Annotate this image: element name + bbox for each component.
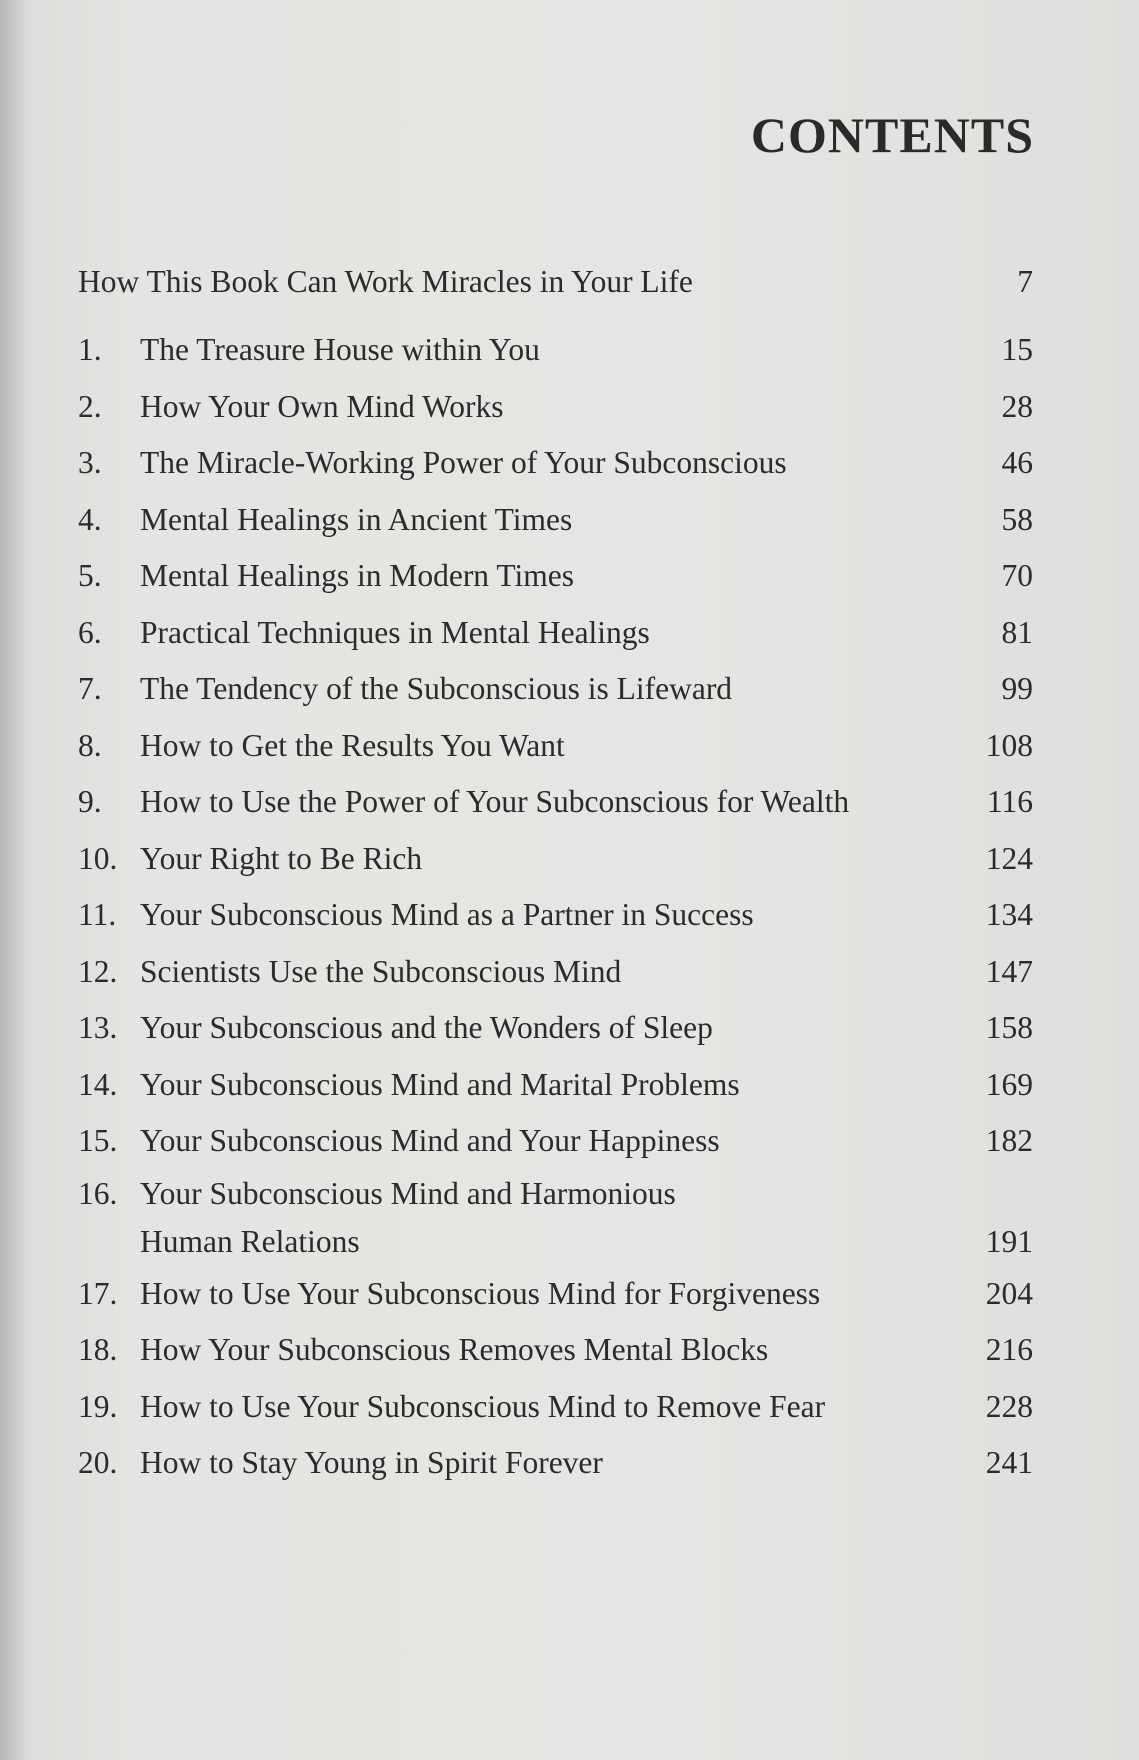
toc-entry-number: 2. [78,388,102,424]
toc-entry-number: 7. [78,671,102,706]
toc-entry[interactable] [78,831,1033,888]
toc-entry[interactable] [78,1113,1033,1170]
toc-entry-number: 10. [78,840,118,876]
toc-entry-number: 17. [78,1275,118,1311]
toc-entry-page: 191 [985,1223,1033,1259]
toc-entry[interactable] [78,1057,1033,1114]
toc-entry-page: 99 [1001,671,1033,706]
toc-entry[interactable] [78,1322,1033,1379]
toc-entry-number: 18. [78,1332,118,1367]
toc-entry-number: 12. [78,953,118,989]
toc-entry[interactable] [78,1000,1033,1057]
toc-entry-number: 14. [78,1066,118,1102]
toc-entry[interactable] [78,887,1033,944]
toc-entry-page: 28 [1001,388,1033,424]
toc-entry-page: 108 [985,727,1033,763]
toc-entry[interactable] [78,774,1033,831]
toc-entry-number: 9. [78,784,102,819]
toc-entry-title: How to Use the Power of Your Subconscious for Wealth [140,784,850,819]
toc-entry-page: 7 [1017,264,1033,299]
toc-entry-page: 81 [1001,614,1033,650]
toc-entry-title-line: Your Subconscious Mind and Harmonious [140,1175,676,1211]
toc-entry-page: 58 [1001,501,1033,537]
toc-entry[interactable] [78,718,1033,775]
toc-entry[interactable] [78,605,1033,662]
toc-entry-page: 169 [985,1066,1033,1102]
toc-entry-title: How to Use Your Subconscious Mind to Remove Fear [140,1388,826,1424]
toc-entry-title-line: Human Relations [140,1223,360,1259]
toc-entry-page: 134 [985,897,1033,932]
toc-entry[interactable] [78,322,1033,379]
toc-entry-title: Mental Healings in Modern Times [140,558,574,593]
toc-entry-page: 182 [985,1123,1033,1158]
toc-entry[interactable] [78,1170,1033,1266]
toc-entry-title: The Miracle-Working Power of Your Subconscious [140,445,787,480]
toc-entry-page: 216 [985,1332,1033,1367]
toc-entry-number: 20. [78,1445,118,1480]
toc-entry[interactable] [78,1379,1033,1436]
toc-entry-page: 15 [1001,332,1033,367]
toc-entry-number: 6. [78,614,102,650]
toc-entry[interactable] [78,379,1033,436]
page-gutter-shadow [0,0,28,1760]
toc-entry-number: 4. [78,501,102,537]
toc-entry-page: 158 [985,1010,1033,1045]
table-of-contents [78,254,1033,1492]
toc-entry-number: 19. [78,1388,118,1424]
toc-entry-page: 46 [1001,445,1033,480]
toc-entry-title: How Your Own Mind Works [140,388,504,424]
toc-entry-title: How to Use Your Subconscious Mind for Forgiveness [140,1275,821,1311]
toc-entry-page: 241 [985,1445,1033,1480]
toc-entry-title: Your Right to Be Rich [140,840,423,876]
toc-entry-title: Your Subconscious Mind as a Partner in Success [140,897,754,932]
toc-entry-number: 16. [78,1175,118,1211]
toc-entry-title: Mental Healings in Ancient Times [140,501,573,537]
toc-entry[interactable] [78,1266,1033,1323]
toc-entry-title: Your Subconscious Mind and Your Happiness [140,1123,720,1158]
toc-entry[interactable] [78,548,1033,605]
toc-entry-title: The Treasure House within You [140,332,540,367]
toc-entry-intro[interactable] [78,254,1033,322]
toc-entry-title: Scientists Use the Subconscious Mind [140,953,622,989]
toc-entry[interactable] [78,435,1033,492]
toc-entry-title: The Tendency of the Subconscious is Lifeward [140,671,733,706]
toc-entry-title: How to Stay Young in Spirit Forever [140,1445,603,1480]
toc-entry-page: 70 [1001,558,1033,593]
toc-entry-title: How Your Subconscious Removes Mental Blocks [140,1332,769,1367]
toc-entry-title: Your Subconscious Mind and Marital Problems [140,1066,740,1102]
toc-entry-number: 15. [78,1123,118,1158]
toc-entry-title: Your Subconscious and the Wonders of Sleep [140,1010,713,1045]
toc-entry-number: 11. [78,897,117,932]
toc-entry-number: 1. [78,332,102,367]
toc-entry[interactable] [78,661,1033,718]
toc-entry-number: 8. [78,727,102,763]
toc-entry-number: 13. [78,1010,118,1045]
toc-entry[interactable] [78,492,1033,549]
toc-entry-number: 3. [78,445,102,480]
toc-entry[interactable] [78,1435,1033,1492]
toc-entry-title: How This Book Can Work Miracles in Your Life [78,264,693,299]
toc-entry-page: 204 [985,1275,1033,1311]
toc-entry-number: 5. [78,558,102,593]
toc-entry[interactable] [78,944,1033,1001]
toc-entry-page: 228 [985,1388,1033,1424]
page-heading: CONTENTS [750,107,1034,163]
toc-entry-page: 147 [985,953,1033,989]
toc-entry-title: Practical Techniques in Mental Healings [140,614,650,650]
toc-entry-page: 124 [985,840,1033,876]
toc-entry-title: How to Get the Results You Want [140,727,565,763]
toc-entry-title [140,1170,943,1266]
toc-entry-page: 116 [986,784,1033,819]
